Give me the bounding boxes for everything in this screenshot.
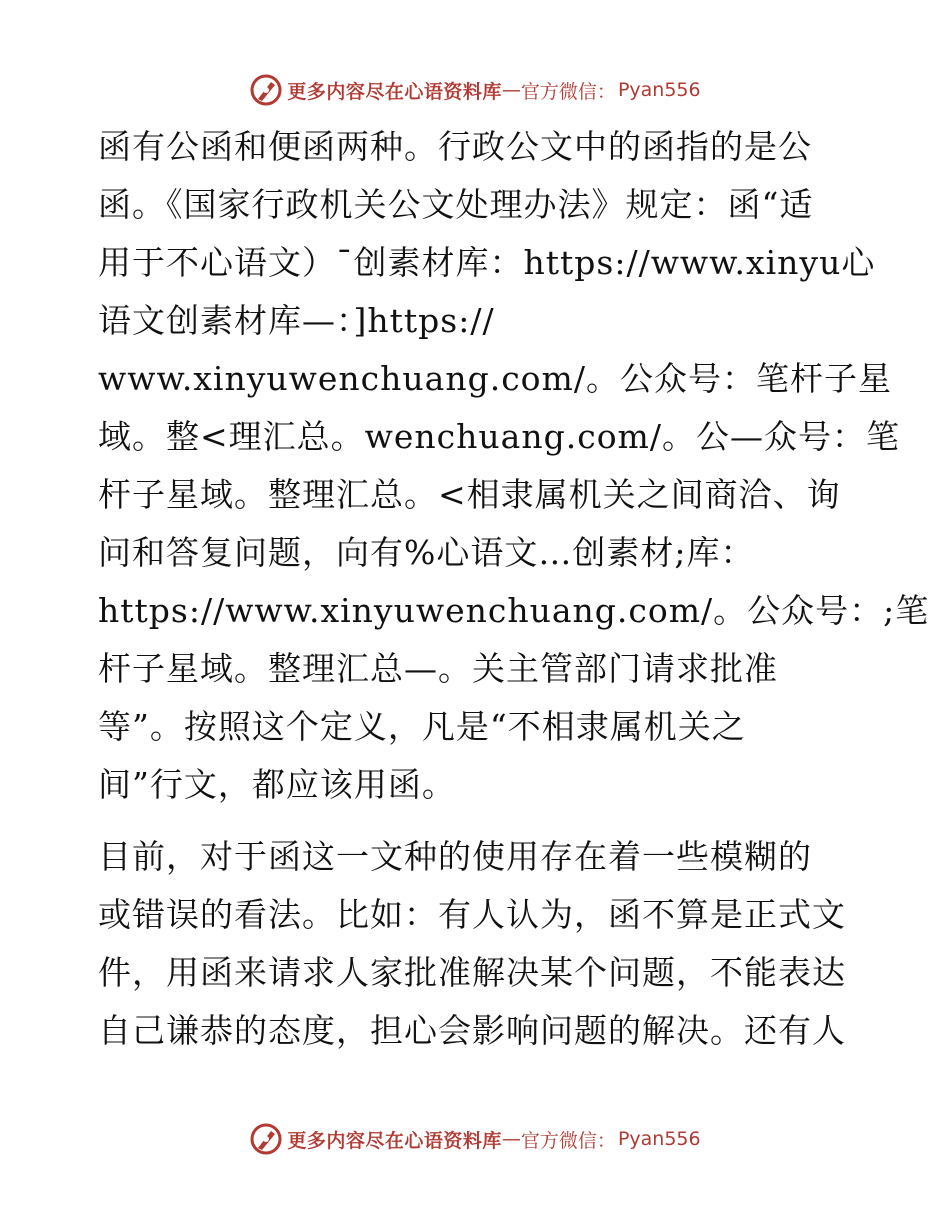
text-line: www.xinyuwenchuang.com/。公众号：笔杆子星 (98, 359, 892, 398)
text-line: 语文创素材库—：]https:// (98, 301, 495, 340)
text-line: 函。《国家行政机关公文处理办法》规定：函“适 (98, 185, 814, 224)
text-line: 杆子星域。整理汇总。<相隶属机关之间商洽、询 (98, 475, 841, 514)
banner-text: 更多内容尽在心语资料库 (287, 80, 502, 103)
text-line: 杆子星域。整理汇总—。关主管部门请求批准 (98, 649, 778, 688)
pen-logo-icon (249, 1122, 283, 1156)
text-line: 或错误的看法。比如：有人认为，函不算是正式文 (98, 895, 846, 934)
text-line: 函有公函和便函两种。行政公文中的函指的是公 (98, 127, 812, 166)
banner-dash: — (501, 1128, 521, 1150)
text-line: 域。整<理汇总。wenchuang.com/。公—众号：笔 (98, 417, 900, 456)
paragraph-2 (98, 828, 858, 1060)
text-line: https://www.xinyuwenchuang.com/。公众号：;笔 (98, 591, 930, 630)
wechat-id: Pyan556 (617, 1128, 701, 1150)
banner-dash: — (501, 79, 521, 101)
text-line: 目前，对于函这一文种的使用存在着一些模糊的 (98, 837, 812, 876)
paragraph-1 (98, 118, 930, 814)
text-line: 自己谦恭的态度，担心会影响问题的解决。还有人 (98, 1011, 846, 1050)
pen-logo-icon (249, 73, 283, 107)
banner-text: 更多内容尽在心语资料库 (287, 1129, 502, 1152)
wechat-label: 官方微信： (520, 80, 616, 103)
text-line: 等”。按照这个定义，凡是“不相隶属机关之 (98, 707, 746, 746)
text-line: 问和答复问题，向有%心语文…创素材;库： (98, 533, 755, 572)
header-banner (0, 70, 950, 110)
text-line: 用于不心语文）¯创素材库：https://www.xinyu心 (98, 243, 876, 282)
text-line: 间”行文，都应该用函。 (98, 765, 456, 804)
wechat-label: 官方微信： (520, 1129, 616, 1152)
wechat-id: Pyan556 (617, 79, 701, 101)
footer-banner (0, 1119, 950, 1159)
text-line: 件，用函来请求人家批准解决某个问题，不能表达 (98, 953, 846, 992)
